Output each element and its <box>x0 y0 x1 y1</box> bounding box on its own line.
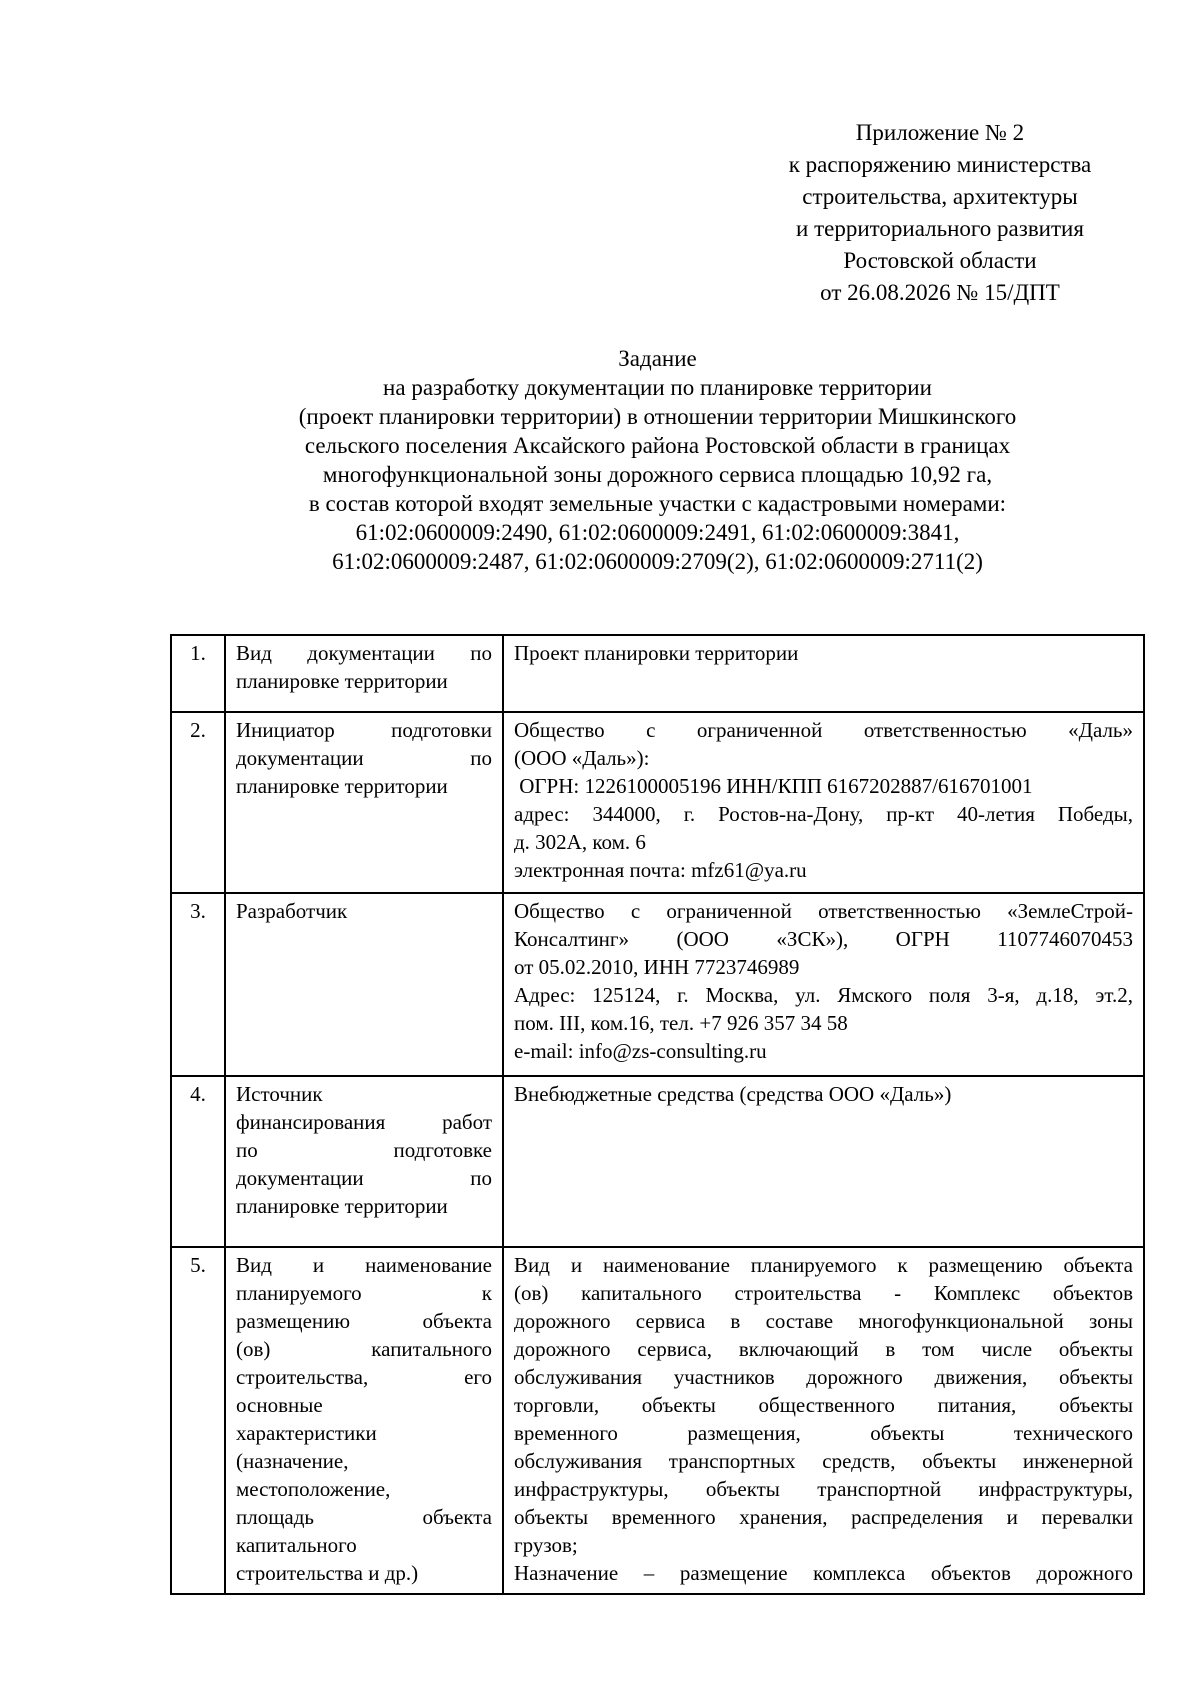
row-value <box>503 1247 1144 1594</box>
appendix-line: к распоряжению министерства <box>788 152 1092 177</box>
title-line: 61:02:0600009:2490, 61:02:0600009:2491, 61:02:0600009:3841, <box>355 520 960 545</box>
title-line: Задание <box>618 346 697 371</box>
title-line: на разработку документации по планировке территории <box>383 375 932 400</box>
table-row <box>171 893 1144 1076</box>
label-line: Вид документации по <box>236 641 492 665</box>
label-line: планировке территории <box>236 774 448 798</box>
label-line: планировке территории <box>236 669 448 693</box>
table-row <box>171 1076 1144 1247</box>
title-line: сельского поселения Аксайского района Ростовской области в границах <box>304 433 1011 458</box>
row-value <box>503 893 1144 1076</box>
value-line: Общество с ограниченной ответственностью «Даль» <box>514 718 1133 742</box>
value-line: дорожного сервиса в составе многофункциональной зоны <box>514 1309 1133 1333</box>
row-value <box>503 635 1144 712</box>
label-line: характеристики <box>236 1421 377 1445</box>
document-title <box>170 344 1145 576</box>
row-value <box>503 712 1144 893</box>
value-line: от 05.02.2010, ИНН 7723746989 <box>514 955 800 979</box>
row-number: 1. <box>171 635 225 712</box>
label-line: площадь объекта <box>236 1505 492 1529</box>
label-line: Источник <box>236 1082 323 1106</box>
label-line: строительства и др.) <box>236 1561 419 1585</box>
label-line: планируемого к <box>236 1281 492 1305</box>
row-label <box>225 712 503 893</box>
label-line: Разработчик <box>236 899 348 923</box>
row-label <box>225 635 503 712</box>
label-line: планировке территории <box>236 1194 448 1218</box>
value-line: временного размещения, объекты технического <box>514 1421 1133 1445</box>
row-value <box>503 1076 1144 1247</box>
row-label <box>225 1076 503 1247</box>
row-label <box>225 893 503 1076</box>
value-line: адрес: 344000, г. Ростов-на-Дону, пр-кт 40-летия Победы, <box>514 802 1133 826</box>
label-line: капитального <box>236 1533 357 1557</box>
value-line: обслуживания участников дорожного движения, объекты <box>514 1365 1133 1389</box>
value-line: пом. III, ком.16, тел. +7 926 357 34 58 <box>514 1011 848 1035</box>
label-line: финансирования работ <box>236 1110 492 1134</box>
value-line: Общество с ограниченной ответственностью «ЗемлеСтрой- <box>514 899 1133 923</box>
title-line: в состав которой входят земельные участки с кадастровыми номерами: <box>308 491 1007 516</box>
label-line: основные <box>236 1393 323 1417</box>
row-number: 5. <box>171 1247 225 1594</box>
value-line: объекты временного хранения, распределения и перевалки <box>514 1505 1133 1529</box>
title-line: (проект планировки территории) в отношении территории Мишкинского <box>298 404 1017 429</box>
row-number: 4. <box>171 1076 225 1247</box>
value-line: Вид и наименование планируемого к размещению объекта <box>514 1253 1133 1277</box>
appendix-line: и территориального развития <box>796 216 1084 241</box>
value-line: инфраструктуры, объекты транспортной инфраструктуры, <box>514 1477 1133 1501</box>
appendix-line: Приложение № 2 <box>855 120 1025 145</box>
label-line: (ов) капитального <box>236 1337 492 1361</box>
value-line: обслуживания транспортных средств, объекты инженерной <box>514 1449 1133 1473</box>
email-line: e-mail: info@zs-consulting.ru <box>514 1039 767 1063</box>
label-line: по подготовке <box>236 1138 492 1162</box>
title-line: многофункциональной зоны дорожного сервиса площадью 10,92 га, <box>322 462 993 487</box>
value-line: Внебюджетные средства (средства ООО «Даль») <box>514 1082 952 1106</box>
appendix-header <box>700 117 1180 309</box>
appendix-line: строительства, архитектуры <box>802 184 1078 209</box>
row-label <box>225 1247 503 1594</box>
value-line: Проект планировки территории <box>514 641 799 665</box>
label-line: (назначение, <box>236 1449 349 1473</box>
label-line: местоположение, <box>236 1477 391 1501</box>
value-line: Консалтинг» (ООО «ЗСК»), ОГРН 1107746070453 <box>514 927 1133 951</box>
table-row <box>171 712 1144 893</box>
assignment-table <box>170 634 1145 1595</box>
table-row <box>171 635 1144 712</box>
value-line: дорожного сервиса, включающий в том числе объекты <box>514 1337 1133 1361</box>
label-line: Вид и наименование <box>236 1253 492 1277</box>
value-line: ОГРН: 1226100005196 ИНН/КПП 6167202887/616701001 <box>514 774 1033 798</box>
row-number: 3. <box>171 893 225 1076</box>
title-line: 61:02:0600009:2487, 61:02:0600009:2709(2), 61:02:0600009:2711(2) <box>332 549 983 574</box>
value-line: (ов) капитального строительства - Комплекс объектов <box>514 1281 1133 1305</box>
value-line: (ООО «Даль»): <box>514 746 650 770</box>
appendix-line: Ростовской области <box>843 248 1037 273</box>
appendix-line: от 26.08.2026 № 15/ДПТ <box>820 280 1060 305</box>
label-line: документации по <box>236 746 492 770</box>
value-line: Назначение – размещение комплекса объектов дорожного <box>514 1561 1133 1585</box>
value-line: Адрес: 125124, г. Москва, ул. Ямского поля 3-я, д.18, эт.2, <box>514 983 1133 1007</box>
email-line: электронная почта: mfz61@ya.ru <box>514 858 807 882</box>
label-line: строительства, его <box>236 1365 492 1389</box>
row-number: 2. <box>171 712 225 893</box>
label-line: размещению объекта <box>236 1309 492 1333</box>
table-row <box>171 1247 1144 1594</box>
label-line: документации по <box>236 1166 492 1190</box>
value-line: грузов; <box>514 1533 578 1557</box>
label-line: Инициатор подготовки <box>236 718 492 742</box>
value-line: торговли, объекты общественного питания, объекты <box>514 1393 1133 1417</box>
value-line: д. 302А, ком. 6 <box>514 830 646 854</box>
